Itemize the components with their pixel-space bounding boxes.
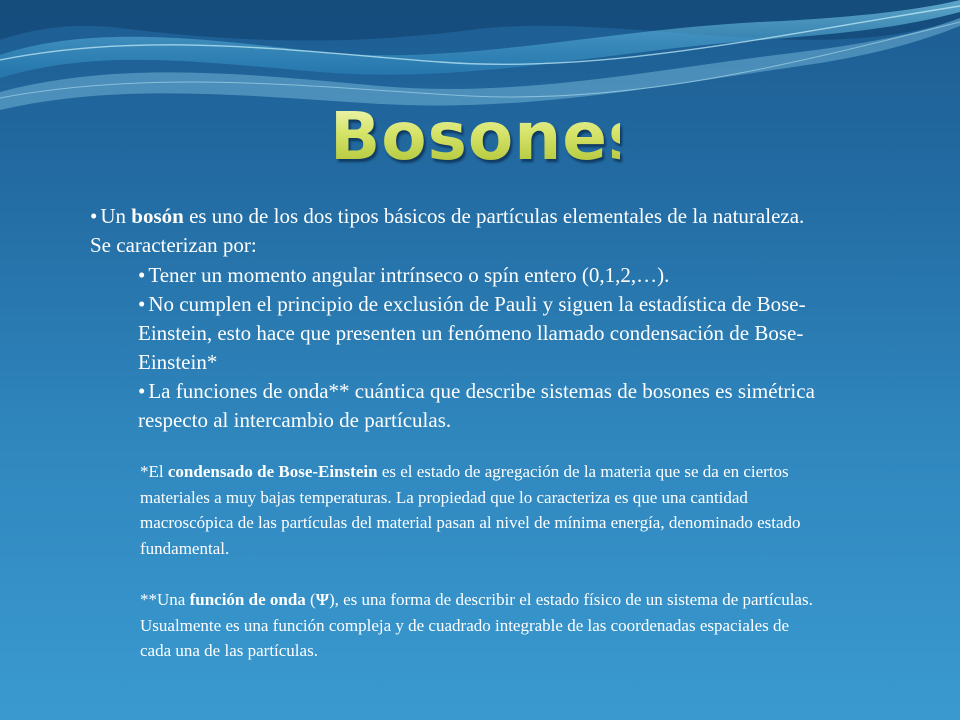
footnote-wavefunction	[140, 587, 820, 664]
sub-bullet-text: La funciones de onda** cuántica que describe sistemas de bosones es simétrica respecto al intercambio de partículas.	[138, 379, 815, 432]
sub-bullet-2	[138, 290, 818, 377]
footnote-post: ), es una forma de describir el estado físico de un sistema de partículas. Usualmente es una función compleja y de cuadrado integrable de las coordenadas espaciales de cada una de las partículas.	[140, 590, 813, 660]
sub-bullet-3	[138, 377, 818, 435]
sub-bullet-text: No cumplen el principio de exclusión de Pauli y siguen la estadística de Bose-Einstein, esto hace que presenten un fenómeno llamado condensación de Bose-Einstein*	[138, 292, 806, 374]
footnote-pre: **Una	[140, 590, 190, 609]
sub-bullet-1	[138, 261, 818, 290]
intro-bullet	[90, 202, 810, 260]
bullet-icon: •	[138, 263, 146, 287]
intro-post: es uno de los dos tipos básicos de partículas elementales de la naturaleza. Se caracterizan por:	[90, 204, 805, 257]
intro-pre: Un	[100, 204, 132, 228]
slide-title: Bosones	[330, 98, 649, 175]
bullet-icon: •	[138, 292, 146, 316]
intro-bold: bosón	[131, 204, 184, 228]
sub-bullet-text: Tener un momento angular intrínseco o spín entero (0,1,2,…).	[148, 263, 670, 287]
footnote-bold: función de onda	[189, 590, 306, 609]
footnote-post: es el estado de agregación de la materia que se da en ciertos materiales a muy bajas temperaturas. La propiedad que lo caracteriza es que una cantidad macroscópica de las partículas del material pasan al nivel de mínima energía, denominado estado fundamental.	[140, 462, 801, 558]
footnote-mid: (	[305, 590, 316, 609]
psi-symbol: Ψ	[315, 590, 329, 609]
footnote-pre: *El	[140, 462, 168, 481]
bullet-icon: •	[90, 204, 98, 228]
bullet-icon: •	[138, 379, 146, 403]
footnote-condensate	[140, 459, 820, 561]
footnote-bold: condensado de Bose-Einstein	[167, 462, 378, 481]
